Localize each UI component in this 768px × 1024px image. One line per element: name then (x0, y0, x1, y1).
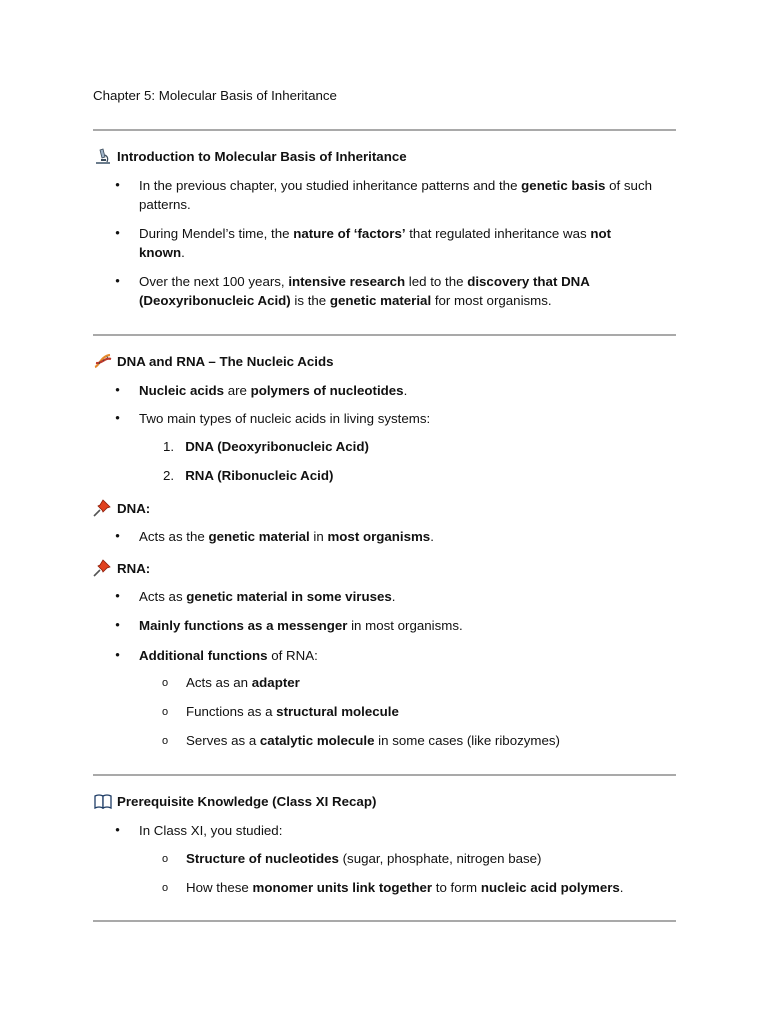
list-item: In the previous chapter, you studied inheritance patterns and the genetic basis of such patterns. (139, 178, 652, 212)
sub-list-item: Serves as a catalytic molecule in some cases (like ribozymes) (186, 733, 560, 748)
section-heading-intro (93, 147, 407, 165)
section-heading-text: Prerequisite Knowledge (Class XI Recap) (117, 793, 377, 809)
bullet-glyph: • (115, 647, 120, 662)
numbered-item: 2. RNA (Ribonucleic Acid) (163, 468, 334, 483)
bullet-glyph: • (115, 410, 120, 425)
open-book-icon (93, 792, 113, 810)
section-heading-text: DNA: (117, 500, 151, 516)
divider (93, 920, 676, 922)
bullet-glyph: • (115, 225, 120, 240)
list-item: In Class XI, you studied: (139, 823, 283, 838)
sub-bullet-glyph: o (161, 677, 169, 689)
sub-list-item: Structure of nucleotides (sugar, phosphate, nitrogen base) (186, 851, 542, 866)
list-item: During Mendel’s time, the nature of ‘factors’ that regulated inheritance was not known. (139, 226, 612, 260)
section-heading-nucleic (93, 352, 333, 370)
sub-bullet-glyph: o (161, 706, 169, 718)
divider (93, 129, 676, 131)
list-item: Nucleic acids are polymers of nucleotides. (139, 383, 408, 398)
list-item: Acts as genetic material in some viruses. (139, 589, 396, 604)
sub-bullet-glyph: o (161, 853, 169, 865)
section-heading-text: RNA: (117, 560, 151, 576)
divider (93, 334, 676, 336)
list-item: Additional functions of RNA: (139, 648, 318, 663)
bullet-glyph: • (115, 588, 120, 603)
pushpin-icon (93, 559, 113, 577)
bullet-glyph: • (115, 273, 120, 288)
bullet-glyph: • (115, 528, 120, 543)
list-item: Two main types of nucleic acids in living systems: (139, 411, 431, 426)
sub-list-item: How these monomer units link together to form nucleic acid polymers. (186, 880, 624, 895)
microscope-icon (93, 147, 113, 165)
bullet-glyph: • (115, 617, 120, 632)
section-heading-prereq (93, 792, 376, 810)
bullet-glyph: • (115, 822, 120, 837)
section-heading-text: DNA and RNA – The Nucleic Acids (117, 353, 334, 369)
numbered-item: 1. DNA (Deoxyribonucleic Acid) (163, 439, 369, 454)
bullet-glyph: • (115, 177, 120, 192)
dna-icon (93, 352, 113, 370)
list-item: Acts as the genetic material in most organisms. (139, 529, 434, 544)
section-heading-rna (93, 559, 150, 577)
pushpin-icon (93, 499, 113, 517)
section-heading-dna (93, 499, 150, 517)
page-title: Chapter 5: Molecular Basis of Inheritance (93, 88, 337, 103)
sub-list-item: Acts as an adapter (186, 675, 300, 690)
list-item: Over the next 100 years, intensive research led to the discovery that DNA (Deoxyribonucleic Acid) is the genetic material for most organisms. (139, 274, 590, 308)
sub-bullet-glyph: o (161, 882, 169, 894)
sub-list-item: Functions as a structural molecule (186, 704, 399, 719)
bullet-glyph: • (115, 382, 120, 397)
sub-bullet-glyph: o (161, 735, 169, 747)
divider (93, 774, 676, 776)
section-heading-text: Introduction to Molecular Basis of Inheritance (117, 148, 407, 164)
list-item: Mainly functions as a messenger in most organisms. (139, 618, 463, 633)
